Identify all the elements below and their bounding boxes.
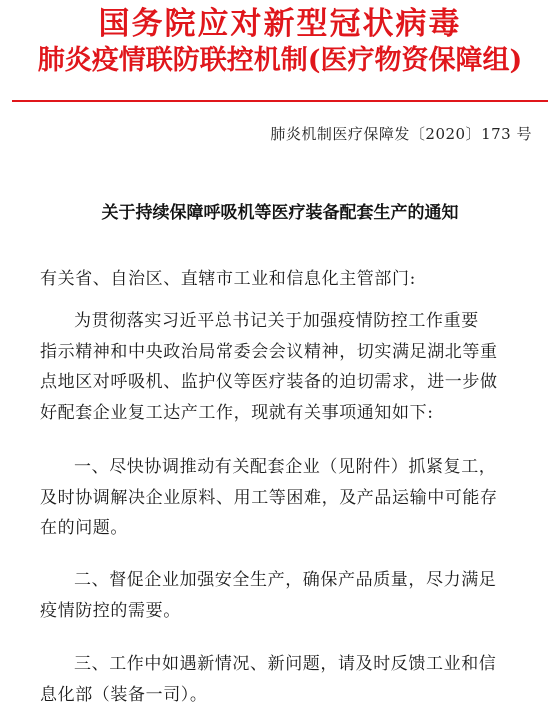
paragraph-line: 指示精神和中央政治局常委会会议精神，切实满足湖北等重	[40, 341, 498, 362]
paragraph-line: 疫情防控的需要。	[40, 600, 181, 621]
paragraph-line: 及时协调解决企业原料、用工等困难，及产品运输中可能存	[40, 487, 498, 508]
paragraph-line: 息化部（装备一司）。	[40, 684, 208, 705]
paragraph-line: 为贯彻落实习近平总书记关于加强疫情防控工作重要	[74, 311, 479, 331]
document-number: 肺炎机制医疗保障发〔2020〕173 号	[270, 125, 532, 143]
letterhead-line-2: 肺炎疫情联防联控机制(医疗物资保障组)	[37, 45, 523, 76]
document-title: 关于持续保障呼吸机等医疗装备配套生产的通知	[101, 203, 459, 223]
paragraph-4	[40, 649, 540, 710]
paragraph-3	[40, 565, 540, 626]
paragraph-line: 二、督促企业加强安全生产，确保产品质量，尽力满足	[74, 570, 497, 590]
paragraph-1	[40, 306, 540, 428]
paragraph-line: 在的问题。	[40, 518, 128, 538]
salutation: 有关省、自治区、直辖市工业和信息化主管部门:	[40, 269, 416, 289]
paragraph-line: 一、尽快协调推动有关配套企业（见附件）抓紧复工，	[74, 457, 497, 477]
paragraph-2	[40, 452, 540, 544]
paragraph-line: 好配套企业复工达产工作，现就有关事项通知如下:	[40, 402, 434, 423]
red-divider	[12, 100, 548, 102]
paragraph-line: 三、工作中如遇新情况、新问题，请及时反馈工业和信	[74, 654, 497, 674]
paragraph-line: 点地区对呼吸机、监护仪等医疗装备的迫切需求，进一步做	[40, 372, 498, 392]
letterhead-line-1: 国务院应对新型冠状病毒	[98, 6, 462, 42]
